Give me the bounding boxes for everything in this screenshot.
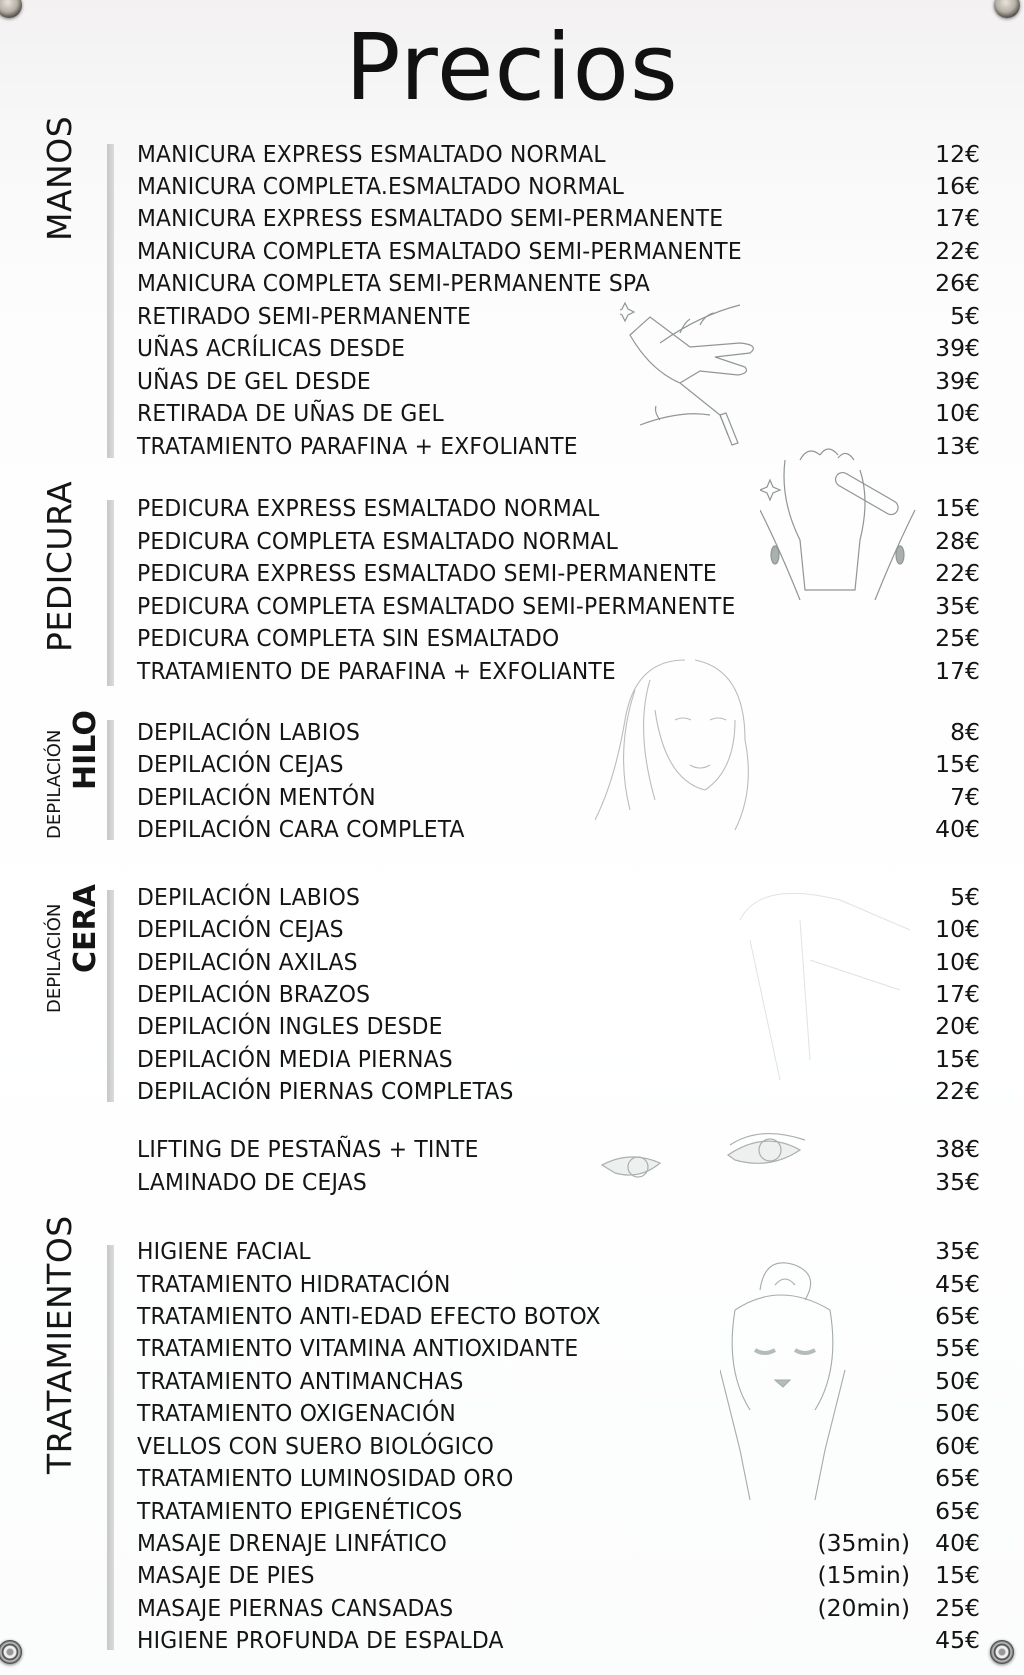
list-item: [0, 1268, 1024, 1300]
service-name: TRATAMIENTO VITAMINA ANTIOXIDANTE: [137, 1334, 579, 1362]
mounting-screw-icon: [994, 0, 1020, 18]
service-name: DEPILACIÓN LABIOS: [137, 718, 361, 746]
service-name: MANICURA COMPLETA.ESMALTADO NORMAL: [137, 172, 624, 200]
list-item: [0, 397, 1024, 429]
service-price: 39€: [935, 367, 980, 395]
service-name: PEDICURA COMPLETA ESMALTADO NORMAL: [137, 527, 619, 555]
service-name: PEDICURA EXPRESS ESMALTADO NORMAL: [137, 494, 600, 522]
service-name: MANICURA COMPLETA ESMALTADO SEMI-PERMANENTE: [137, 237, 742, 265]
service-price: 5€: [950, 302, 980, 330]
service-price: 45€: [935, 1270, 980, 1298]
service-price: 65€: [935, 1464, 980, 1492]
list-item: [0, 1075, 1024, 1107]
service-price: 28€: [935, 527, 980, 555]
service-price: 15€: [935, 1045, 980, 1073]
service-name: PEDICURA COMPLETA ESMALTADO SEMI-PERMANENTE: [137, 592, 736, 620]
service-price: 13€: [935, 432, 980, 460]
section-label: MANOS: [40, 115, 79, 241]
list-item: [0, 1495, 1024, 1527]
service-price: 7€: [950, 783, 980, 811]
list-item: [0, 655, 1024, 687]
service-price: 15€: [935, 1561, 980, 1589]
page-title: Precios: [345, 14, 679, 121]
service-name: MASAJE PIERNAS CANSADAS: [137, 1594, 454, 1622]
service-price: 15€: [935, 494, 980, 522]
service-price: 65€: [935, 1497, 980, 1525]
service-name: DEPILACIÓN CEJAS: [137, 750, 344, 778]
service-price: 5€: [950, 883, 980, 911]
list-item: [0, 365, 1024, 397]
section-label-big: HILO: [68, 710, 103, 790]
service-name: TRATAMIENTO EPIGENÉTICOS: [137, 1497, 463, 1525]
list-item: [0, 1300, 1024, 1332]
list-item: [0, 430, 1024, 462]
service-name: RETIRADO SEMI-PERMANENTE: [137, 302, 472, 330]
service-name: TRATAMIENTO ANTI-EDAD EFECTO BOTOX: [137, 1302, 601, 1330]
service-price: 55€: [935, 1334, 980, 1362]
service-price: 22€: [935, 237, 980, 265]
service-name: DEPILACIÓN BRAZOS: [137, 980, 371, 1008]
service-name: DEPILACIÓN INGLES DESDE: [137, 1012, 443, 1040]
list-item: [0, 1365, 1024, 1397]
list-item: [0, 1462, 1024, 1494]
service-name: DEPILACIÓN PIERNAS COMPLETAS: [137, 1077, 514, 1105]
list-item: [0, 1166, 1024, 1198]
service-name: MASAJE DE PIES: [137, 1561, 315, 1589]
service-price: 35€: [935, 592, 980, 620]
service-price: 16€: [935, 172, 980, 200]
service-name: DEPILACIÓN CARA COMPLETA: [137, 815, 465, 843]
service-price: 22€: [935, 1077, 980, 1105]
service-name: MANICURA EXPRESS ESMALTADO NORMAL: [137, 140, 606, 168]
service-name: TRATAMIENTO OXIGENACIÓN: [137, 1399, 456, 1427]
section-label-big: CERA: [68, 884, 103, 973]
list-item: [0, 138, 1024, 170]
list-item: [0, 913, 1024, 945]
service-price: 25€: [935, 624, 980, 652]
service-name: TRATAMIENTO LUMINOSIDAD ORO: [137, 1464, 514, 1492]
service-name: LAMINADO DE CEJAS: [137, 1168, 367, 1196]
service-price: 12€: [935, 140, 980, 168]
list-item: [0, 1430, 1024, 1462]
service-price: 39€: [935, 334, 980, 362]
service-price: 40€: [935, 1529, 980, 1557]
list-item: [0, 235, 1024, 267]
list-item: [0, 1592, 1024, 1624]
service-name: TRATAMIENTO HIDRATACIÓN: [137, 1270, 451, 1298]
list-item: [0, 813, 1024, 845]
service-name: UÑAS DE GEL DESDE: [137, 367, 371, 395]
service-price: 26€: [935, 269, 980, 297]
list-item: [0, 978, 1024, 1010]
service-name: TRATAMIENTO DE PARAFINA + EXFOLIANTE: [137, 657, 616, 685]
list-item: [0, 1397, 1024, 1429]
service-price: 35€: [935, 1168, 980, 1196]
list-item: [0, 492, 1024, 524]
service-name: PEDICURA COMPLETA SIN ESMALTADO: [137, 624, 560, 652]
service-name: RETIRADA DE UÑAS DE GEL: [137, 399, 444, 427]
service-name: TRATAMIENTO ANTIMANCHAS: [137, 1367, 464, 1395]
service-price: 38€: [935, 1135, 980, 1163]
section-label-small: DEPILACIÓN: [44, 729, 65, 839]
list-item: [0, 202, 1024, 234]
service-price: 45€: [935, 1626, 980, 1654]
list-item: [0, 1010, 1024, 1042]
service-duration: (35min): [817, 1529, 910, 1557]
list-item: [0, 1235, 1024, 1267]
list-item: [0, 1332, 1024, 1364]
service-name: LIFTING DE PESTAÑAS + TINTE: [137, 1135, 479, 1163]
section-label-small: DEPILACIÓN: [44, 903, 65, 1013]
service-price: 50€: [935, 1367, 980, 1395]
list-item: [0, 781, 1024, 813]
list-item: [0, 332, 1024, 364]
service-name: HIGIENE FACIAL: [137, 1237, 311, 1265]
list-item: [0, 1527, 1024, 1559]
mounting-screw-icon: [0, 0, 22, 18]
service-name: PEDICURA EXPRESS ESMALTADO SEMI-PERMANENTE: [137, 559, 717, 587]
service-name: DEPILACIÓN LABIOS: [137, 883, 361, 911]
list-item: [0, 1559, 1024, 1591]
service-price: 17€: [935, 204, 980, 232]
service-name: UÑAS ACRÍLICAS DESDE: [137, 334, 406, 362]
service-name: DEPILACIÓN AXILAS: [137, 948, 358, 976]
service-price: 40€: [935, 815, 980, 843]
section-label: PEDICURA: [40, 480, 79, 652]
service-name: DEPILACIÓN MEDIA PIERNAS: [137, 1045, 453, 1073]
service-price: 22€: [935, 559, 980, 587]
list-item: [0, 622, 1024, 654]
service-price: 15€: [935, 750, 980, 778]
list-item: [0, 946, 1024, 978]
list-item: [0, 590, 1024, 622]
service-price: 10€: [935, 399, 980, 427]
list-item: [0, 748, 1024, 780]
list-item: [0, 170, 1024, 202]
service-price: 10€: [935, 948, 980, 976]
list-item: [0, 1043, 1024, 1075]
service-price: 50€: [935, 1399, 980, 1427]
service-name: MASAJE DRENAJE LINFÁTICO: [137, 1529, 448, 1557]
service-name: VELLOS CON SUERO BIOLÓGICO: [137, 1432, 495, 1460]
list-item: [0, 557, 1024, 589]
service-price: 60€: [935, 1432, 980, 1460]
list-item: [0, 525, 1024, 557]
service-name: HIGIENE PROFUNDA DE ESPALDA: [137, 1626, 504, 1654]
service-price: 65€: [935, 1302, 980, 1330]
service-name: DEPILACIÓN MENTÓN: [137, 783, 376, 811]
service-price: 17€: [935, 980, 980, 1008]
service-duration: (20min): [817, 1594, 910, 1622]
list-item: [0, 1133, 1024, 1165]
service-price: 35€: [935, 1237, 980, 1265]
list-item: [0, 881, 1024, 913]
service-price: 20€: [935, 1012, 980, 1040]
service-name: TRATAMIENTO PARAFINA + EXFOLIANTE: [137, 432, 578, 460]
service-name: MANICURA COMPLETA SEMI-PERMANENTE SPA: [137, 269, 651, 297]
list-item: [0, 1624, 1024, 1656]
list-item: [0, 300, 1024, 332]
list-item: [0, 716, 1024, 748]
section-label: TRATAMIENTOS: [40, 1215, 79, 1474]
service-name: MANICURA EXPRESS ESMALTADO SEMI-PERMANENTE: [137, 204, 724, 232]
service-price: 10€: [935, 915, 980, 943]
service-price: 17€: [935, 657, 980, 685]
service-price: 8€: [950, 718, 980, 746]
service-name: DEPILACIÓN CEJAS: [137, 915, 344, 943]
service-price: 25€: [935, 1594, 980, 1622]
service-duration: (15min): [817, 1561, 910, 1589]
list-item: [0, 267, 1024, 299]
